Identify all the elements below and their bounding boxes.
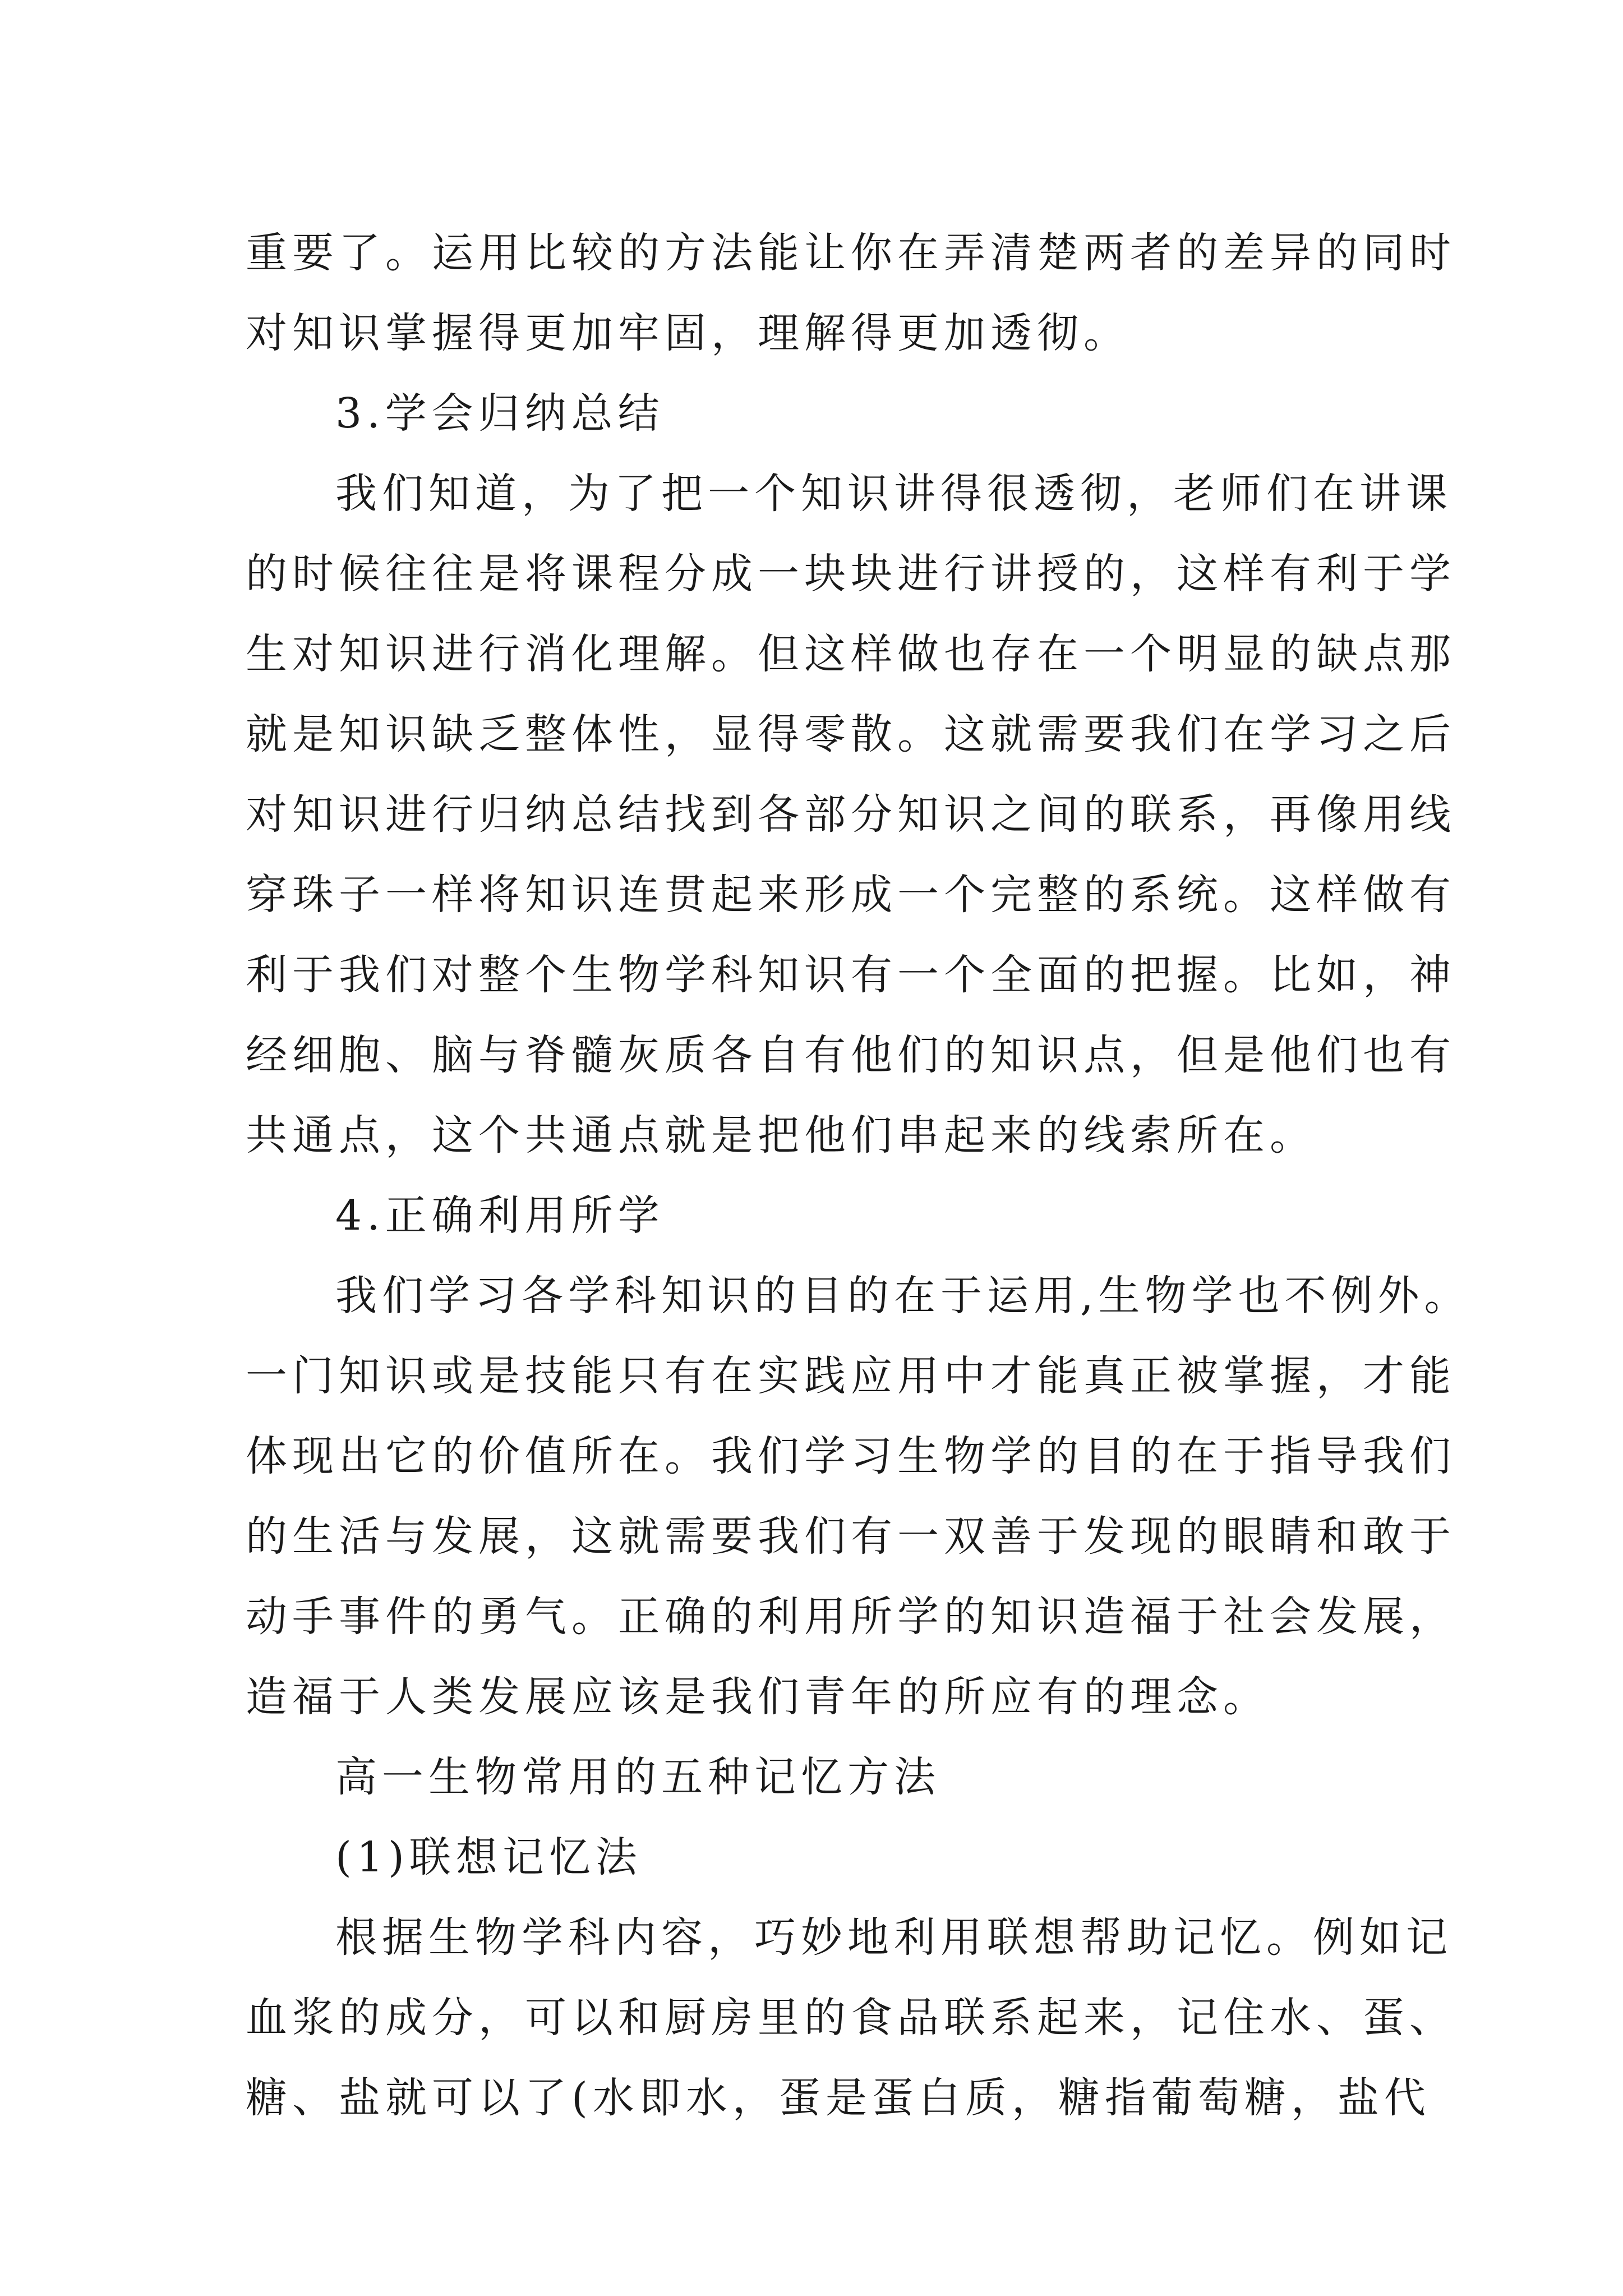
text-line: 就是知识缺乏整体性，显得零散。这就需要我们在学习之后 [246,710,1456,758]
text-line: 对知识进行归纳总结找到各部分知识之间的联系，再像用线 [246,790,1456,839]
text-line: 体现出它的价值所在。我们学习生物学的目的在于指导我们 [246,1432,1456,1480]
text-line: (1)联想记忆法 [335,1833,642,1881]
text-line: 一门知识或是技能只有在实践应用中才能真正被掌握，才能 [246,1352,1456,1400]
text-line: 重要了。运用比较的方法能让你在弄清楚两者的差异的同时 [246,229,1456,277]
text-line: 3.学会归纳总结 [335,389,665,438]
text-line: 造福于人类发展应该是我们青年的所应有的理念。 [246,1673,1270,1721]
text-line: 高一生物常用的五种记忆方法 [335,1753,940,1801]
text-line: 糖、盐就可以了(水即水，蛋是蛋白质，糖指葡萄糖，盐代 [246,2074,1431,2122]
text-line: 动手事件的勇气。正确的利用所学的知识造福于社会发展， [246,1593,1456,1641]
text-line: 穿珠子一样将知识连贯起来形成一个完整的系统。这样做有 [246,871,1456,919]
text-line: 经细胞、脑与脊髓灰质各自有他们的知识点，但是他们也有 [246,1031,1456,1079]
text-line: 的生活与发展，这就需要我们有一双善于发现的眼睛和敢于 [246,1512,1456,1561]
text-line: 血浆的成分，可以和厨房里的食品联系起来，记住水、蛋、 [246,1994,1456,2042]
text-line: 的时候往往是将课程分成一块块进行讲授的，这样有利于学 [246,550,1456,598]
text-line: 我们知道，为了把一个知识讲得很透彻，老师们在讲课 [335,470,1453,518]
text-line: 4.正确利用所学 [335,1191,665,1240]
text-line: 我们学习各学科知识的目的在于运用,生物学也不例外。 [335,1272,1471,1320]
body-text [246,213,1471,2138]
text-line: 生对知识进行消化理解。但这样做也存在一个明显的缺点那 [246,630,1456,678]
text-line: 共通点，这个共通点就是把他们串起来的线索所在。 [246,1111,1316,1159]
text-line: 根据生物学科内容，巧妙地利用联想帮助记忆。例如记 [335,1913,1453,1962]
text-line: 对知识掌握得更加牢固，理解得更加透彻。 [246,309,1130,357]
text-line: 利于我们对整个生物学科知识有一个全面的把握。比如，神 [246,951,1456,999]
